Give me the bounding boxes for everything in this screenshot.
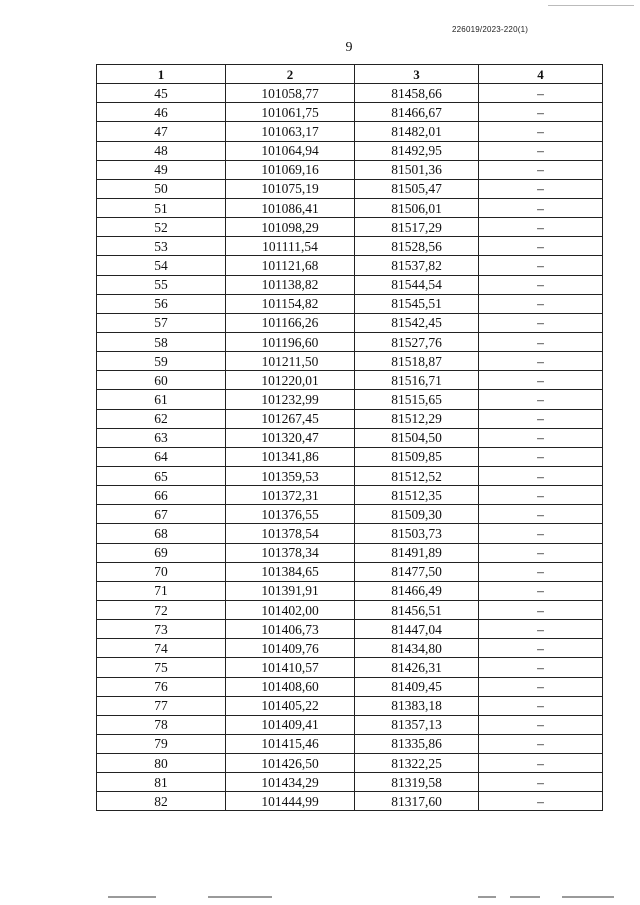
page-number: 9 (345, 40, 353, 55)
note-cell: – (479, 122, 603, 141)
y-coordinate-cell: 81477,50 (355, 562, 479, 581)
table-row (97, 792, 603, 811)
note-cell: – (479, 543, 603, 562)
x-coordinate-cell: 101410,57 (226, 658, 355, 677)
point-number-cell: 72 (97, 600, 226, 619)
note-cell: – (479, 754, 603, 773)
point-number-cell: 47 (97, 122, 226, 141)
x-coordinate-cell: 101121,68 (226, 256, 355, 275)
x-coordinate-cell: 101220,01 (226, 371, 355, 390)
note-cell: – (479, 428, 603, 447)
note-cell: – (479, 524, 603, 543)
table-header-row (97, 65, 603, 84)
table-row (97, 505, 603, 524)
note-cell: – (479, 639, 603, 658)
point-number-cell: 81 (97, 773, 226, 792)
column-header-2: 2 (226, 65, 355, 84)
note-cell: – (479, 600, 603, 619)
y-coordinate-cell: 81317,60 (355, 792, 479, 811)
scan-edge-artifact (100, 896, 620, 899)
point-number-cell: 75 (97, 658, 226, 677)
note-cell: – (479, 696, 603, 715)
x-coordinate-cell: 101405,22 (226, 696, 355, 715)
table-row (97, 773, 603, 792)
x-coordinate-cell: 101138,82 (226, 275, 355, 294)
y-coordinate-cell: 81409,45 (355, 677, 479, 696)
table-row (97, 447, 603, 466)
table-row (97, 84, 603, 103)
note-cell: – (479, 160, 603, 179)
x-coordinate-cell: 101196,60 (226, 332, 355, 351)
point-number-cell: 64 (97, 447, 226, 466)
note-cell: – (479, 562, 603, 581)
note-cell: – (479, 84, 603, 103)
x-coordinate-cell: 101086,41 (226, 198, 355, 217)
column-header-4: 4 (479, 65, 603, 84)
x-coordinate-cell: 101075,19 (226, 179, 355, 198)
point-number-cell: 77 (97, 696, 226, 715)
y-coordinate-cell: 81516,71 (355, 371, 479, 390)
note-cell: – (479, 141, 603, 160)
y-coordinate-cell: 81503,73 (355, 524, 479, 543)
y-coordinate-cell: 81542,45 (355, 313, 479, 332)
table-row (97, 428, 603, 447)
note-cell: – (479, 218, 603, 237)
point-number-cell: 70 (97, 562, 226, 581)
document-id: 226019/2023-220(1) (452, 25, 529, 34)
note-cell: – (479, 103, 603, 122)
note-cell: – (479, 773, 603, 792)
point-number-cell: 73 (97, 620, 226, 639)
y-coordinate-cell: 81458,66 (355, 84, 479, 103)
point-number-cell: 52 (97, 218, 226, 237)
table-row (97, 639, 603, 658)
note-cell: – (479, 581, 603, 600)
y-coordinate-cell: 81491,89 (355, 543, 479, 562)
point-number-cell: 80 (97, 754, 226, 773)
table-row (97, 543, 603, 562)
point-number-cell: 60 (97, 371, 226, 390)
y-coordinate-cell: 81447,04 (355, 620, 479, 639)
note-cell: – (479, 734, 603, 753)
note-cell: – (479, 715, 603, 734)
x-coordinate-cell: 101444,99 (226, 792, 355, 811)
table-row (97, 103, 603, 122)
x-coordinate-cell: 101359,53 (226, 466, 355, 485)
point-number-cell: 53 (97, 237, 226, 256)
x-coordinate-cell: 101267,45 (226, 409, 355, 428)
y-coordinate-cell: 81383,18 (355, 696, 479, 715)
point-number-cell: 57 (97, 313, 226, 332)
table-row (97, 294, 603, 313)
point-number-cell: 51 (97, 198, 226, 217)
table-row (97, 275, 603, 294)
point-number-cell: 48 (97, 141, 226, 160)
y-coordinate-cell: 81456,51 (355, 600, 479, 619)
table-row (97, 486, 603, 505)
table-row (97, 600, 603, 619)
y-coordinate-cell: 81501,36 (355, 160, 479, 179)
x-coordinate-cell: 101064,94 (226, 141, 355, 160)
y-coordinate-cell: 81515,65 (355, 390, 479, 409)
point-number-cell: 67 (97, 505, 226, 524)
table-row (97, 313, 603, 332)
y-coordinate-cell: 81518,87 (355, 352, 479, 371)
x-coordinate-cell: 101320,47 (226, 428, 355, 447)
table-row (97, 160, 603, 179)
point-number-cell: 69 (97, 543, 226, 562)
x-coordinate-cell: 101111,54 (226, 237, 355, 256)
table-row (97, 141, 603, 160)
y-coordinate-cell: 81512,35 (355, 486, 479, 505)
table-row (97, 696, 603, 715)
y-coordinate-cell: 81506,01 (355, 198, 479, 217)
y-coordinate-cell: 81482,01 (355, 122, 479, 141)
point-number-cell: 66 (97, 486, 226, 505)
table-row (97, 256, 603, 275)
table-row (97, 581, 603, 600)
point-number-cell: 68 (97, 524, 226, 543)
x-coordinate-cell: 101063,17 (226, 122, 355, 141)
x-coordinate-cell: 101434,29 (226, 773, 355, 792)
y-coordinate-cell: 81512,52 (355, 466, 479, 485)
note-cell: – (479, 677, 603, 696)
column-header-1: 1 (97, 65, 226, 84)
point-number-cell: 49 (97, 160, 226, 179)
x-coordinate-cell: 101232,99 (226, 390, 355, 409)
table-row (97, 754, 603, 773)
x-coordinate-cell: 101391,91 (226, 581, 355, 600)
table-row (97, 562, 603, 581)
table-row (97, 332, 603, 351)
note-cell: – (479, 620, 603, 639)
y-coordinate-cell: 81335,86 (355, 734, 479, 753)
table-row (97, 524, 603, 543)
note-cell: – (479, 179, 603, 198)
note-cell: – (479, 332, 603, 351)
note-cell: – (479, 792, 603, 811)
x-coordinate-cell: 101211,50 (226, 352, 355, 371)
x-coordinate-cell: 101154,82 (226, 294, 355, 313)
y-coordinate-cell: 81505,47 (355, 179, 479, 198)
table-row (97, 658, 603, 677)
y-coordinate-cell: 81517,29 (355, 218, 479, 237)
x-coordinate-cell: 101061,75 (226, 103, 355, 122)
point-number-cell: 55 (97, 275, 226, 294)
point-number-cell: 56 (97, 294, 226, 313)
table-row (97, 677, 603, 696)
point-number-cell: 59 (97, 352, 226, 371)
x-coordinate-cell: 101069,16 (226, 160, 355, 179)
note-cell: – (479, 313, 603, 332)
point-number-cell: 54 (97, 256, 226, 275)
x-coordinate-cell: 101376,55 (226, 505, 355, 524)
x-coordinate-cell: 101341,86 (226, 447, 355, 466)
note-cell: – (479, 390, 603, 409)
y-coordinate-cell: 81509,85 (355, 447, 479, 466)
point-number-cell: 63 (97, 428, 226, 447)
note-cell: – (479, 237, 603, 256)
note-cell: – (479, 486, 603, 505)
x-coordinate-cell: 101372,31 (226, 486, 355, 505)
point-number-cell: 82 (97, 792, 226, 811)
y-coordinate-cell: 81545,51 (355, 294, 479, 313)
top-edge-rule (548, 5, 634, 6)
point-number-cell: 50 (97, 179, 226, 198)
y-coordinate-cell: 81492,95 (355, 141, 479, 160)
table-row (97, 352, 603, 371)
note-cell: – (479, 294, 603, 313)
table-row (97, 237, 603, 256)
x-coordinate-cell: 101166,26 (226, 313, 355, 332)
y-coordinate-cell: 81544,54 (355, 275, 479, 294)
point-number-cell: 61 (97, 390, 226, 409)
table-row (97, 179, 603, 198)
point-number-cell: 74 (97, 639, 226, 658)
point-number-cell: 79 (97, 734, 226, 753)
point-number-cell: 46 (97, 103, 226, 122)
y-coordinate-cell: 81434,80 (355, 639, 479, 658)
point-number-cell: 62 (97, 409, 226, 428)
table-row (97, 122, 603, 141)
point-number-cell: 65 (97, 466, 226, 485)
x-coordinate-cell: 101378,34 (226, 543, 355, 562)
table-row (97, 734, 603, 753)
x-coordinate-cell: 101058,77 (226, 84, 355, 103)
note-cell: – (479, 352, 603, 371)
x-coordinate-cell: 101409,41 (226, 715, 355, 734)
table-row (97, 620, 603, 639)
y-coordinate-cell: 81509,30 (355, 505, 479, 524)
y-coordinate-cell: 81357,13 (355, 715, 479, 734)
point-number-cell: 76 (97, 677, 226, 696)
x-coordinate-cell: 101408,60 (226, 677, 355, 696)
note-cell: – (479, 256, 603, 275)
x-coordinate-cell: 101384,65 (226, 562, 355, 581)
point-number-cell: 71 (97, 581, 226, 600)
x-coordinate-cell: 101402,00 (226, 600, 355, 619)
note-cell: – (479, 505, 603, 524)
note-cell: – (479, 658, 603, 677)
note-cell: – (479, 466, 603, 485)
y-coordinate-cell: 81527,76 (355, 332, 479, 351)
x-coordinate-cell: 101415,46 (226, 734, 355, 753)
x-coordinate-cell: 101378,54 (226, 524, 355, 543)
table-row (97, 390, 603, 409)
table-body (97, 84, 603, 811)
column-header-3: 3 (355, 65, 479, 84)
table-row (97, 198, 603, 217)
y-coordinate-cell: 81528,56 (355, 237, 479, 256)
y-coordinate-cell: 81504,50 (355, 428, 479, 447)
coordinates-table (96, 64, 603, 811)
x-coordinate-cell: 101098,29 (226, 218, 355, 237)
table-row (97, 715, 603, 734)
point-number-cell: 58 (97, 332, 226, 351)
table-row (97, 466, 603, 485)
y-coordinate-cell: 81466,67 (355, 103, 479, 122)
y-coordinate-cell: 81537,82 (355, 256, 479, 275)
y-coordinate-cell: 81466,49 (355, 581, 479, 600)
y-coordinate-cell: 81319,58 (355, 773, 479, 792)
x-coordinate-cell: 101426,50 (226, 754, 355, 773)
table-row (97, 371, 603, 390)
x-coordinate-cell: 101409,76 (226, 639, 355, 658)
note-cell: – (479, 371, 603, 390)
note-cell: – (479, 275, 603, 294)
y-coordinate-cell: 81426,31 (355, 658, 479, 677)
note-cell: – (479, 447, 603, 466)
note-cell: – (479, 198, 603, 217)
point-number-cell: 45 (97, 84, 226, 103)
table-row (97, 218, 603, 237)
point-number-cell: 78 (97, 715, 226, 734)
y-coordinate-cell: 81322,25 (355, 754, 479, 773)
x-coordinate-cell: 101406,73 (226, 620, 355, 639)
y-coordinate-cell: 81512,29 (355, 409, 479, 428)
table-row (97, 409, 603, 428)
note-cell: – (479, 409, 603, 428)
